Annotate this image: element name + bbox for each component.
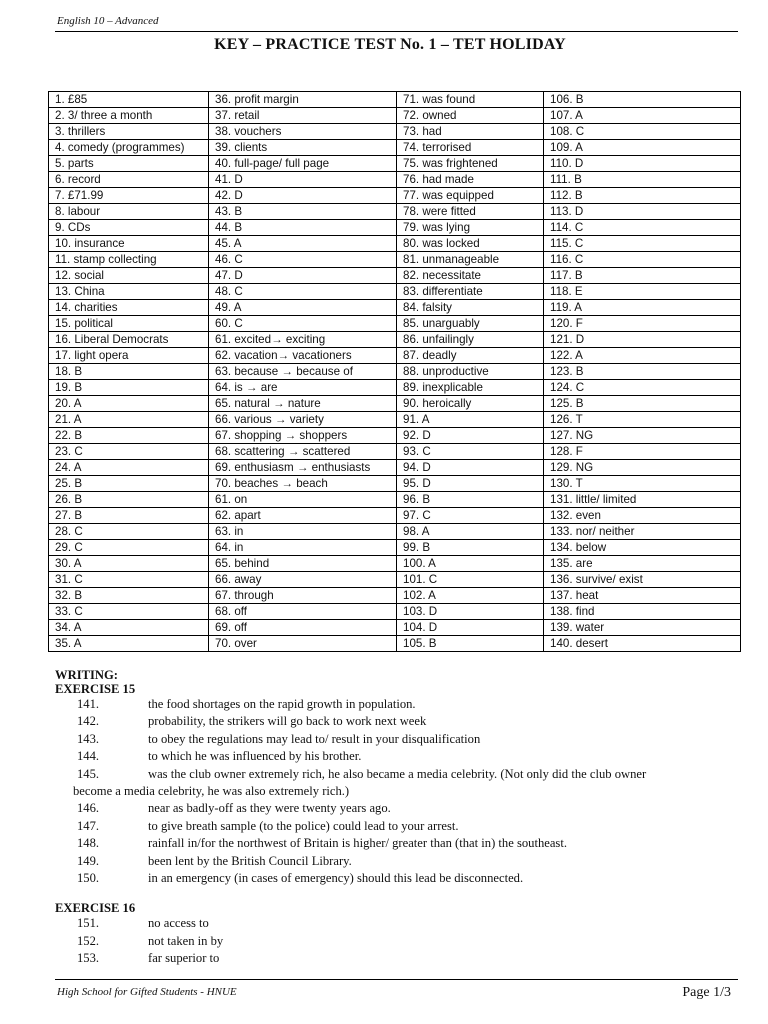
item-answer: been lent by the British Council Library. [148,853,352,868]
answer-cell: 126. T [544,412,741,428]
page-number: Page 1/3 [682,985,731,1000]
page-title: KEY – PRACTICE TEST No. 1 – TET HOLIDAY [214,36,566,53]
header-rule [55,31,738,32]
table-row [49,412,741,428]
item-answer: to which he was influenced by his brother. [148,749,362,764]
answer-cell: 89. inexplicable [397,380,544,396]
answer-cell: 68. scattering → scattered [209,444,397,460]
answer-cell: 86. unfailingly [397,332,544,348]
answer-cell: 10. insurance [49,236,209,252]
answer-cell: 99. B [397,540,544,556]
item-number: 153. [77,951,100,966]
answer-key-body [49,92,741,652]
answer-cell: 41. D [209,172,397,188]
answer-cell: 70. over [209,636,397,652]
table-row [49,140,741,156]
table-row [49,492,741,508]
answer-cell: 37. retail [209,108,397,124]
table-row [49,604,741,620]
answer-cell: 127. NG [544,428,741,444]
answer-cell: 64. is → are [209,380,397,396]
answer-cell: 18. B [49,364,209,380]
answer-cell: 132. even [544,508,741,524]
answer-cell: 44. B [209,220,397,236]
answer-cell: 61. excited→ exciting [209,332,397,348]
answer-cell: 35. A [49,636,209,652]
table-row [49,172,741,188]
answer-cell: 85. unarguably [397,316,544,332]
item-number: 144. [77,749,100,764]
answer-cell: 7. £71.99 [49,188,209,204]
item-number: 142. [77,714,100,729]
answer-cell: 122. A [544,348,741,364]
answer-cell: 40. full-page/ full page [209,156,397,172]
answer-cell: 68. off [209,604,397,620]
exercise-item [55,870,740,887]
answer-cell: 109. A [544,140,741,156]
answer-cell: 62. apart [209,508,397,524]
item-answer: near as badly-off as they were twenty years ago. [148,801,391,816]
answer-cell: 26. B [49,492,209,508]
table-row [49,556,741,572]
answer-cell: 136. survive/ exist [544,572,741,588]
answer-cell: 76. had made [397,172,544,188]
answer-cell: 102. A [397,588,544,604]
answer-cell: 15. political [49,316,209,332]
table-row [49,124,741,140]
answer-cell: 36. profit margin [209,92,397,108]
answer-cell: 66. away [209,572,397,588]
answer-cell: 27. B [49,508,209,524]
answer-cell: 38. vouchers [209,124,397,140]
answer-cell: 114. C [544,220,741,236]
answer-cell: 134. below [544,540,741,556]
answer-cell: 39. clients [209,140,397,156]
item-number: 143. [77,731,100,746]
answer-cell: 71. was found [397,92,544,108]
answer-cell: 77. was equipped [397,188,544,204]
exercise-16-heading: EXERCISE 16 [55,901,136,916]
item-answer: the food shortages on the rapid growth in population. [148,697,416,711]
item-answer: was the club owner extremely rich, he also became a media celebrity. (Not only did the club owner [148,766,647,781]
answer-cell: 5. parts [49,156,209,172]
answer-cell: 48. C [209,284,397,300]
answer-cell: 108. C [544,124,741,140]
answer-cell: 32. B [49,588,209,604]
item-number: 148. [77,836,100,851]
table-row [49,620,741,636]
item-answer-continuation: become a media celebrity, he was also extremely rich.) [73,784,350,799]
answer-cell: 60. C [209,316,397,332]
exercise-item [55,731,740,748]
exercise-16-list [55,915,740,967]
header-course: English 10 – Advanced [57,15,159,27]
answer-cell: 128. F [544,444,741,460]
answer-cell: 92. D [397,428,544,444]
answer-cell: 12. social [49,268,209,284]
answer-cell: 118. E [544,284,741,300]
answer-cell: 110. D [544,156,741,172]
answer-cell: 107. A [544,108,741,124]
answer-cell: 11. stamp collecting [49,252,209,268]
exercise-item [55,766,740,801]
answer-cell: 97. C [397,508,544,524]
answer-cell: 13. China [49,284,209,300]
answer-cell: 9. CDs [49,220,209,236]
answer-cell: 135. are [544,556,741,572]
answer-cell: 65. natural → nature [209,396,397,412]
answer-cell: 90. heroically [397,396,544,412]
answer-cell: 81. unmanageable [397,252,544,268]
answer-cell: 16. Liberal Democrats [49,332,209,348]
table-row [49,636,741,652]
answer-key-table [48,91,741,652]
item-number: 151. [77,916,100,931]
table-row [49,364,741,380]
item-answer: far superior to [148,951,220,966]
item-number: 141. [77,697,100,711]
item-number: 146. [77,801,100,816]
exercise-item [55,713,740,730]
exercise-item [55,800,740,817]
answer-cell: 113. D [544,204,741,220]
answer-cell: 117. B [544,268,741,284]
answer-cell: 93. C [397,444,544,460]
answer-cell: 19. B [49,380,209,396]
answer-cell: 31. C [49,572,209,588]
answer-cell: 30. A [49,556,209,572]
exercise-item [55,853,740,870]
answer-cell: 98. A [397,524,544,540]
table-row [49,444,741,460]
answer-cell: 96. B [397,492,544,508]
answer-cell: 115. C [544,236,741,252]
item-answer: no access to [148,916,209,931]
answer-cell: 74. terrorised [397,140,544,156]
answer-cell: 130. T [544,476,741,492]
answer-cell: 120. F [544,316,741,332]
exercise-item [55,950,740,967]
answer-cell: 124. C [544,380,741,396]
answer-cell: 84. falsity [397,300,544,316]
table-row [49,92,741,108]
item-number: 150. [77,871,100,886]
table-row [49,300,741,316]
table-row [49,220,741,236]
table-row [49,268,741,284]
answer-cell: 34. A [49,620,209,636]
answer-cell: 100. A [397,556,544,572]
answer-cell: 103. D [397,604,544,620]
answer-cell: 66. various → variety [209,412,397,428]
table-row [49,252,741,268]
answer-cell: 62. vacation→ vacationers [209,348,397,364]
item-number: 149. [77,853,100,868]
answer-cell: 119. A [544,300,741,316]
item-number: 147. [77,818,100,833]
answer-cell: 67. shopping → shoppers [209,428,397,444]
answer-cell: 101. C [397,572,544,588]
table-row [49,348,741,364]
answer-cell: 6. record [49,172,209,188]
writing-section [55,668,740,968]
answer-cell: 49. A [209,300,397,316]
answer-cell: 33. C [49,604,209,620]
answer-cell: 104. D [397,620,544,636]
table-row [49,540,741,556]
table-row [49,508,741,524]
answer-cell: 69. enthusiasm → enthusiasts [209,460,397,476]
answer-cell: 4. comedy (programmes) [49,140,209,156]
answer-cell: 95. D [397,476,544,492]
answer-cell: 47. D [209,268,397,284]
exercise-item [55,818,740,835]
answer-cell: 94. D [397,460,544,476]
answer-cell: 69. off [209,620,397,636]
table-row [49,588,741,604]
footer-rule [55,979,738,980]
answer-cell: 72. owned [397,108,544,124]
answer-cell: 70. beaches → beach [209,476,397,492]
answer-cell: 3. thrillers [49,124,209,140]
answer-cell: 67. through [209,588,397,604]
answer-cell: 14. charities [49,300,209,316]
table-row [49,204,741,220]
exercise-item [55,915,740,932]
item-answer: probability, the strikers will go back to work next week [148,714,427,729]
table-row [49,396,741,412]
answer-cell: 46. C [209,252,397,268]
answer-cell: 125. B [544,396,741,412]
answer-cell: 45. A [209,236,397,252]
table-row [49,428,741,444]
table-row [49,284,741,300]
item-number: 152. [77,933,100,948]
answer-cell: 20. A [49,396,209,412]
answer-cell: 88. unproductive [397,364,544,380]
exercise-item [55,696,740,713]
answer-cell: 123. B [544,364,741,380]
table-row [49,476,741,492]
item-answer: rainfall in/for the northwest of Britain is higher/ greater than (that in) the southeast. [148,836,567,851]
answer-cell: 63. because → because of [209,364,397,380]
answer-cell: 73. had [397,124,544,140]
answer-cell: 87. deadly [397,348,544,364]
answer-cell: 129. NG [544,460,741,476]
answer-cell: 116. C [544,252,741,268]
answer-cell: 75. was frightened [397,156,544,172]
answer-cell: 28. C [49,524,209,540]
item-number: 145. [77,766,100,781]
answer-cell: 63. in [209,524,397,540]
exercise-item [55,933,740,950]
answer-cell: 111. B [544,172,741,188]
answer-cell: 105. B [397,636,544,652]
answer-cell: 21. A [49,412,209,428]
table-row [49,572,741,588]
answer-cell: 137. heat [544,588,741,604]
answer-cell: 80. was locked [397,236,544,252]
answer-cell: 82. necessitate [397,268,544,284]
answer-cell: 61. on [209,492,397,508]
answer-cell: 24. A [49,460,209,476]
answer-cell: 65. behind [209,556,397,572]
footer-school: High School for Gifted Students - HNUE [57,986,237,998]
exercise-item [55,835,740,852]
answer-cell: 79. was lying [397,220,544,236]
answer-cell: 78. were fitted [397,204,544,220]
answer-cell: 106. B [544,92,741,108]
item-answer: not taken in by [148,933,224,948]
table-row [49,316,741,332]
answer-cell: 64. in [209,540,397,556]
answer-cell: 91. A [397,412,544,428]
answer-cell: 17. light opera [49,348,209,364]
answer-cell: 131. little/ limited [544,492,741,508]
item-answer: in an emergency (in cases of emergency) should this lead be disconnected. [148,871,524,886]
exercise-15-list [55,696,740,887]
answer-cell: 83. differentiate [397,284,544,300]
answer-cell: 2. 3/ three a month [49,108,209,124]
table-row [49,332,741,348]
item-answer: to give breath sample (to the police) could lead to your arrest. [148,818,459,833]
answer-cell: 25. B [49,476,209,492]
answer-cell: 1. £85 [49,92,209,108]
writing-heading: WRITING: [55,668,118,682]
answer-cell: 29. C [49,540,209,556]
table-row [49,524,741,540]
table-row [49,108,741,124]
item-answer: to obey the regulations may lead to/ result in your disqualification [148,731,481,746]
answer-cell: 42. D [209,188,397,204]
exercise-15-heading: EXERCISE 15 [55,682,136,696]
answer-cell: 138. find [544,604,741,620]
answer-cell: 139. water [544,620,741,636]
table-row [49,380,741,396]
answer-cell: 133. nor/ neither [544,524,741,540]
answer-cell: 8. labour [49,204,209,220]
answer-cell: 43. B [209,204,397,220]
table-row [49,236,741,252]
answer-cell: 112. B [544,188,741,204]
exercise-item [55,748,740,765]
table-row [49,460,741,476]
answer-cell: 121. D [544,332,741,348]
table-row [49,188,741,204]
table-row [49,156,741,172]
answer-cell: 140. desert [544,636,741,652]
answer-cell: 22. B [49,428,209,444]
answer-cell: 23. C [49,444,209,460]
